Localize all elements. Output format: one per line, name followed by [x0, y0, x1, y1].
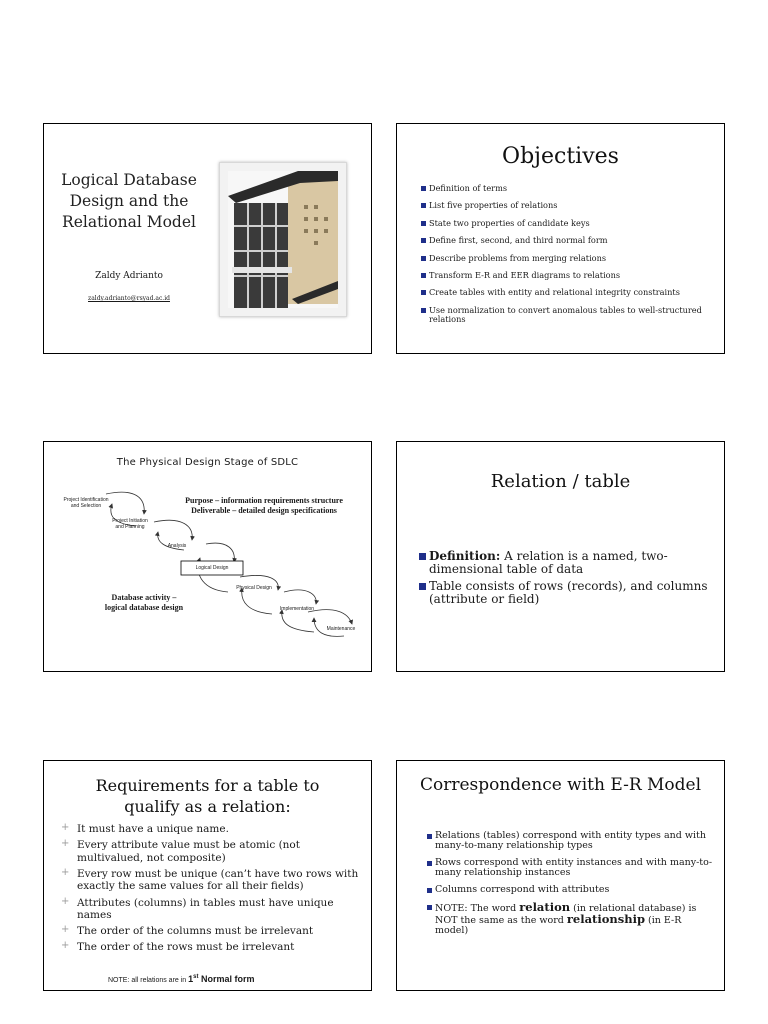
db-activity-line: logical database design [104, 603, 184, 612]
note-number: 1 [188, 974, 194, 984]
sdlc-forward-arrow [206, 543, 234, 562]
requirements-list [61, 823, 366, 958]
list-item: List five properties of relations [421, 201, 716, 210]
phase-label: Project Initiation [112, 518, 148, 524]
requirements-heading [44, 775, 371, 817]
objectives-heading: Objectives [502, 144, 619, 169]
list-item: Rows correspond with entity instances and with many-to-many relationship instances [427, 858, 717, 878]
definition-label: Definition: [429, 549, 501, 563]
phase-label: Project Identification [63, 497, 109, 503]
list-item [419, 550, 719, 576]
sdlc-back-arrow [282, 610, 314, 632]
sdlc-forward-arrow [284, 590, 316, 604]
list-item: State two properties of candidate keys [421, 219, 716, 228]
title-line: Requirements for a table to [95, 776, 320, 795]
slide-correspondence [396, 760, 725, 991]
list-item: + The order of the columns must be irrelevant [61, 925, 366, 938]
sdlc-forward-arrow [154, 520, 192, 540]
deliverable-line: Deliverable – detailed design specifications [191, 506, 337, 515]
relation-heading: Relation / table [490, 471, 631, 492]
list-item: Relations (tables) correspond with entity types and with many-to-many relationship types [427, 831, 717, 851]
phase-label: and Selection [70, 503, 102, 509]
title-line: qualify as a relation: [124, 797, 291, 816]
slide-relation-table [396, 441, 725, 672]
correspondence-list [427, 831, 717, 943]
note-text: NOTE: all relations are in [108, 977, 189, 984]
sdlc-database-activity [72, 593, 216, 613]
title-line: Logical Database [61, 171, 197, 189]
sdlc-waterfall-diagram [44, 442, 371, 671]
note-bold-relationship: relationship [566, 912, 646, 926]
slide-requirements [43, 760, 372, 991]
list-item: + Every attribute value must be atomic (not multivalued, not composite) [61, 839, 366, 864]
normal-form-note [108, 974, 255, 984]
title-line: Relational Model [62, 213, 196, 231]
phase-analysis: Analysis [167, 543, 187, 549]
list-item: Create tables with entity and relational integrity constraints [421, 288, 716, 297]
definition-text: A relation is a named, two-dimensional table of data [429, 549, 668, 576]
note-bold-relation: relation [519, 900, 571, 914]
list-item: + Every row must be unique (can’t have two rows with exactly the same values for all their fields) [61, 868, 366, 893]
list-item: Definition of terms [421, 184, 716, 193]
sdlc-purpose-text [172, 496, 356, 516]
slide-title [43, 123, 372, 354]
list-item: + It must have a unique name. [61, 823, 366, 836]
list-item: Columns correspond with attributes [427, 885, 717, 895]
correspondence-heading: Correspondence with E-R Model [419, 775, 702, 795]
db-activity-line: Database activity – [111, 593, 177, 602]
list-item: Describe problems from merging relations [421, 254, 716, 263]
list-item: Transform E-R and EER diagrams to relations [421, 271, 716, 280]
phase-logical-design: Logical Design [195, 565, 229, 571]
slide-sdlc [43, 441, 372, 672]
phase-maintenance: Maintenance [326, 626, 356, 632]
list-item [427, 902, 717, 936]
phase-project-initiation [104, 518, 156, 530]
slide-title-heading [54, 170, 204, 233]
note-superscript: st [193, 974, 199, 980]
phase-project-identification [56, 497, 116, 509]
note-text: (in relational database) is NOT the same as the word [435, 903, 697, 926]
purpose-line: Purpose – information requirements structure [185, 496, 343, 505]
phase-implementation: Implementation [279, 606, 315, 612]
note-text: NOTE: The word [435, 903, 520, 914]
author-email-link[interactable]: zaldy.adrianto@rsyad.ac.id [88, 295, 170, 302]
building-image [228, 171, 338, 308]
note-bold-text: Normal form [198, 974, 255, 984]
list-item: + Attributes (columns) in tables must have unique names [61, 897, 366, 922]
phase-physical-design: Physical Design [236, 585, 272, 591]
author-name: Zaldy Adrianto [95, 271, 163, 281]
list-item: Use normalization to convert anomalous tables to well-structured relations [421, 306, 716, 324]
slide-objectives [396, 123, 725, 354]
sdlc-back-arrow [242, 588, 272, 614]
list-item: Table consists of rows (records), and columns (attribute or field) [419, 580, 719, 606]
objectives-list [421, 184, 716, 332]
relation-list [419, 550, 719, 610]
sdlc-heading: The Physical Design Stage of SDLC [116, 457, 299, 468]
note-text: (in E-R model) [435, 915, 682, 936]
list-item: + The order of the rows must be irrelevant [61, 941, 366, 954]
list-item: Define first, second, and third normal form [421, 236, 716, 245]
phase-label: and Planning [115, 524, 145, 530]
title-line: Design and the [69, 192, 189, 210]
building-photo [219, 162, 347, 317]
